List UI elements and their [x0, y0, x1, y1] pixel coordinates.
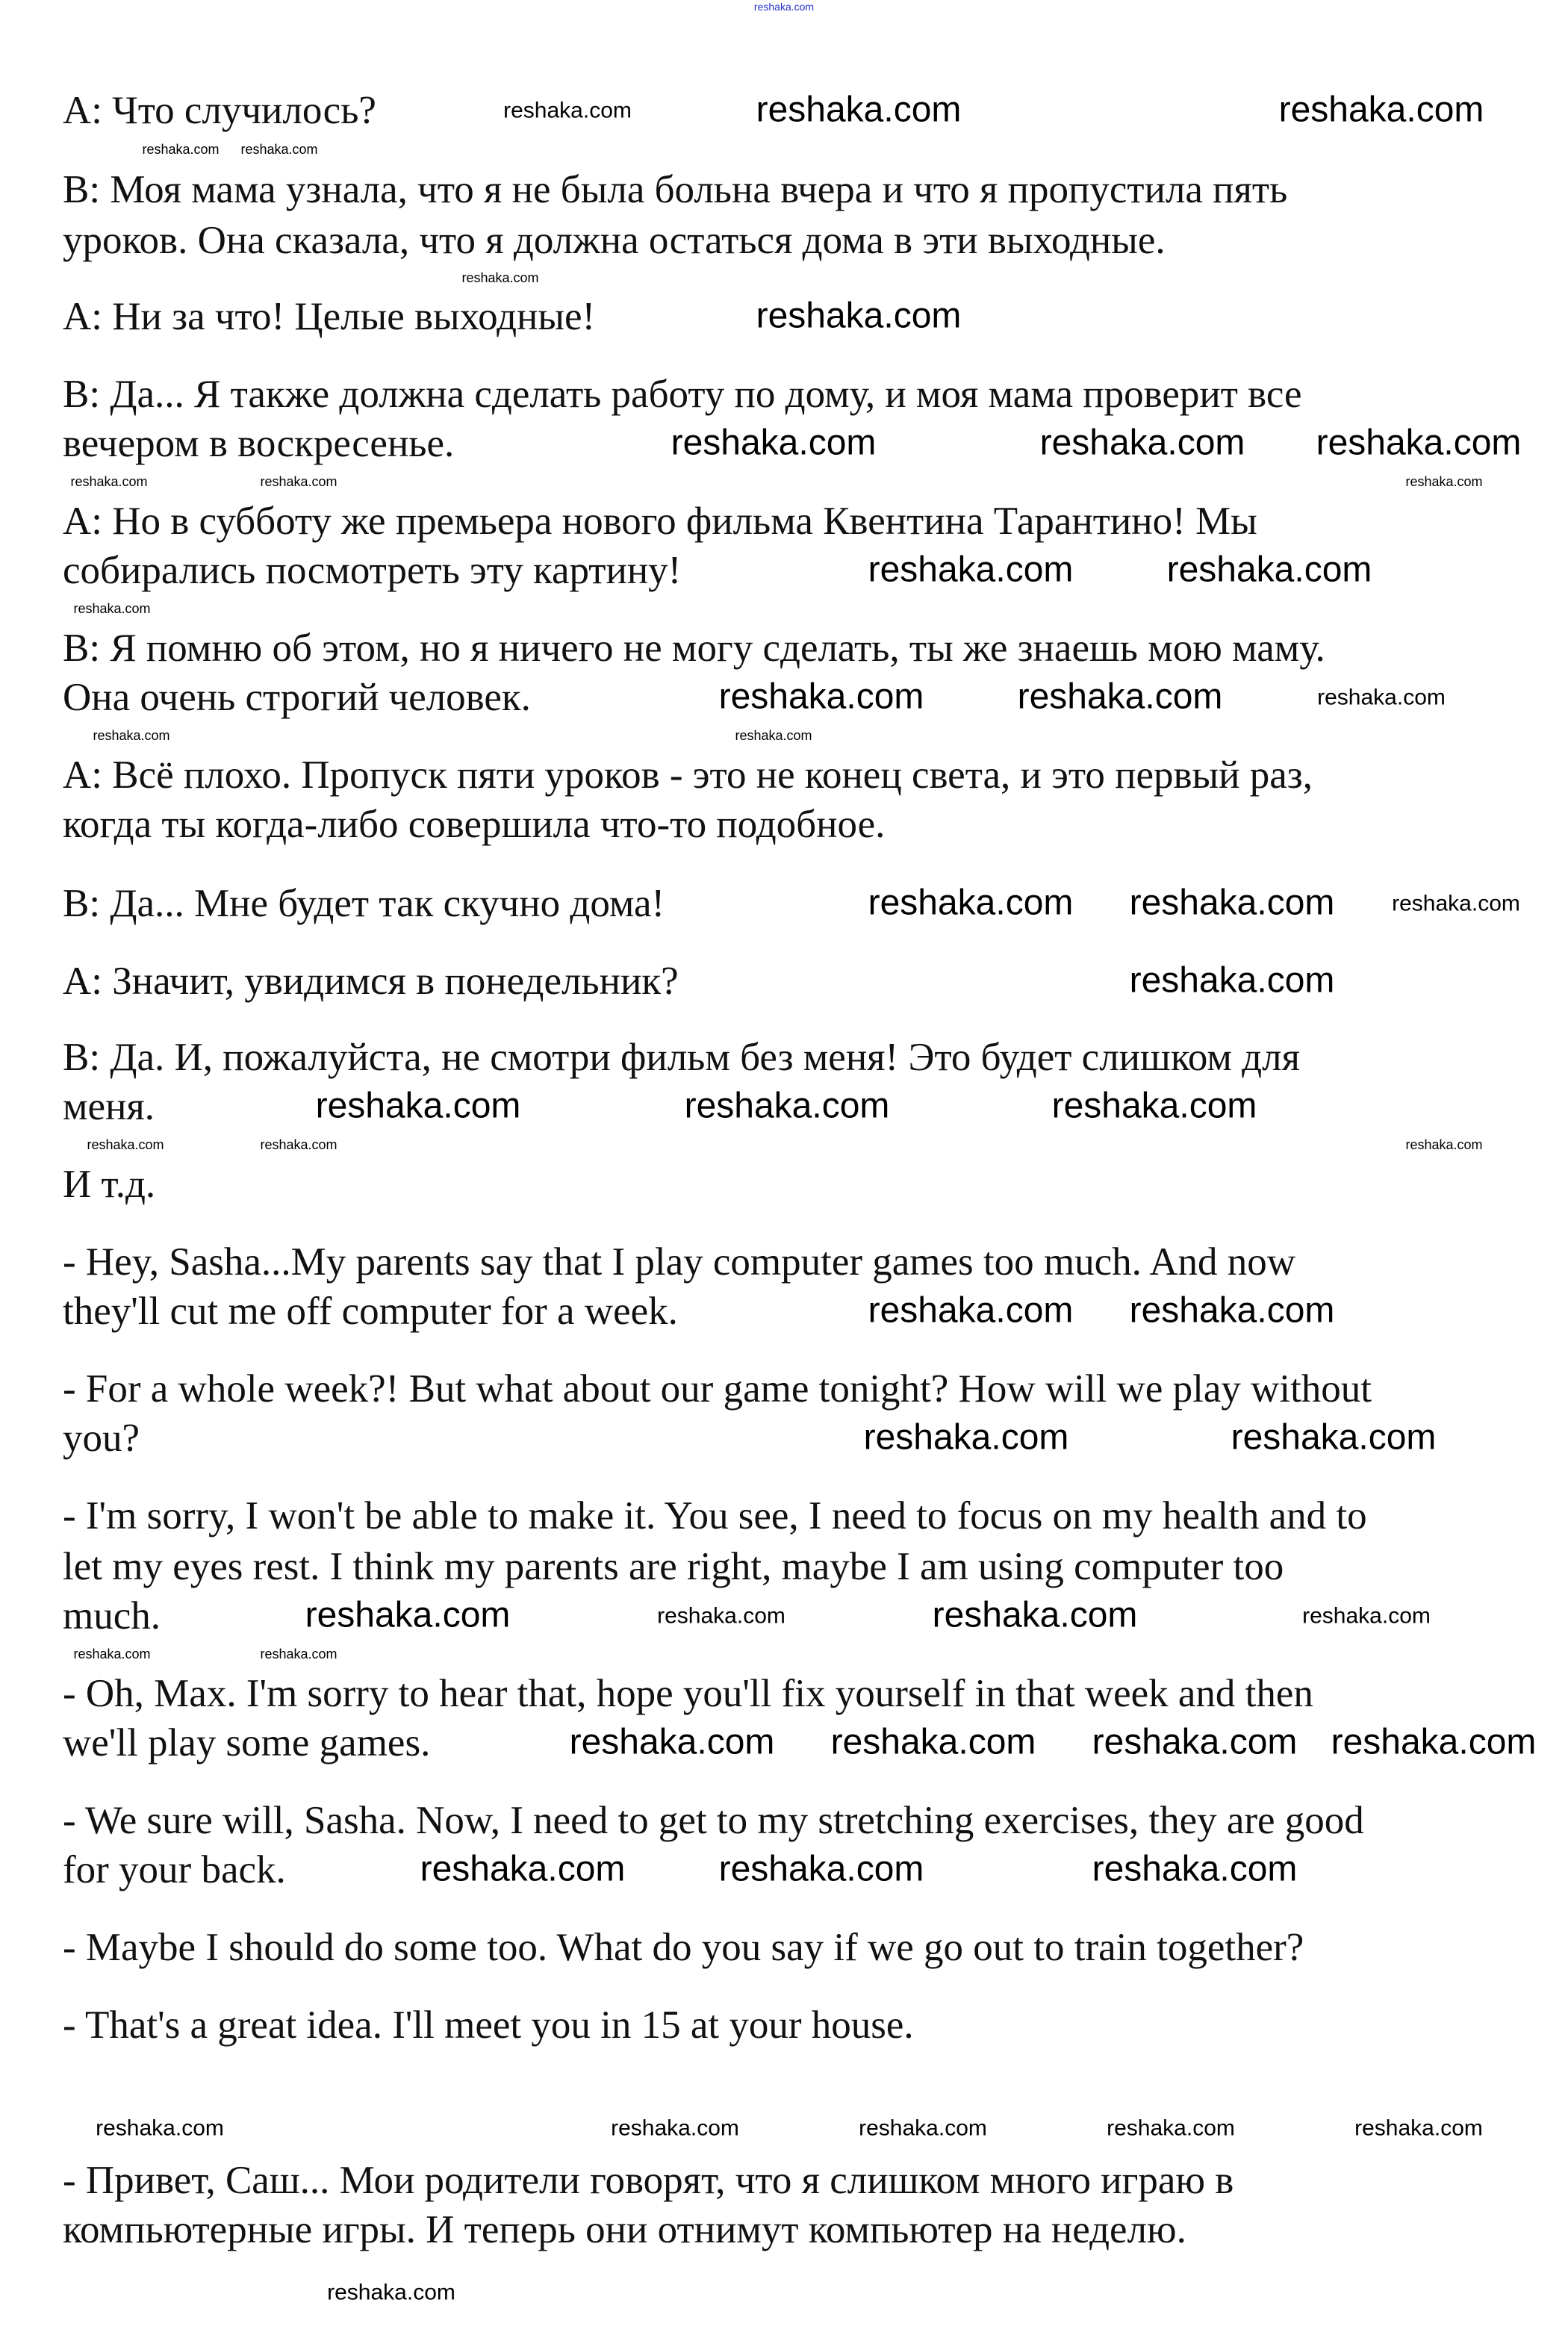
watermark: reshaka.com	[420, 1849, 626, 1889]
watermark: reshaka.com	[1092, 1722, 1298, 1762]
watermark: reshaka.com	[932, 1595, 1138, 1635]
dialogue-line: А: Значит, увидимся в понедельник?	[63, 960, 679, 1003]
watermark: reshaka.com	[260, 1137, 337, 1153]
watermark: reshaka.com	[260, 474, 337, 490]
dialogue-line: В: Моя мама узнала, что я не была больна вчера и что я пропустила пять	[63, 168, 1288, 211]
dialogue-line: уроков. Она сказала, что я должна остаться дома в эти выходные.	[63, 219, 1166, 262]
watermark: reshaka.com	[868, 550, 1074, 590]
dialogue-line: you?	[63, 1417, 140, 1460]
watermark: reshaka.com	[863, 1417, 1069, 1458]
dialogue-line: - That's a great idea. I'll meet you in 15 at your house.	[63, 2003, 914, 2047]
watermark: reshaka.com	[1129, 1290, 1335, 1331]
watermark: reshaka.com	[718, 677, 924, 717]
dialogue-line: собирались посмотреть эту картину!	[63, 549, 682, 592]
watermark: reshaka.com	[1302, 1603, 1431, 1629]
watermark: reshaka.com	[70, 474, 148, 490]
dialogue-line: - Hey, Sasha...My parents say that I play computer games too much. And now	[63, 1240, 1295, 1284]
watermark: reshaka.com	[1129, 883, 1335, 923]
dialogue-line: В: Я помню об этом, но я ничего не могу сделать, ты же знаешь мою маму.	[63, 627, 1325, 670]
watermark: reshaka.com	[1129, 960, 1335, 1001]
dialogue-line: компьютерные игры. И теперь они отнимут компьютер на неделю.	[63, 2208, 1186, 2251]
dialogue-line: - We sure will, Sasha. Now, I need to get to my stretching exercises, they are good	[63, 1799, 1364, 1842]
watermark: reshaka.com	[868, 883, 1074, 923]
watermark: reshaka.com	[1392, 891, 1520, 916]
dialogue-line: Она очень строгий человек.	[63, 676, 531, 719]
header-watermark: reshaka.com	[753, 1, 815, 13]
dialogue-line: - Привет, Саш... Мои родители говорят, что я слишком много играю в	[63, 2159, 1234, 2202]
dialogue-line: А: Но в субботу же премьера нового фильма Квентина Тарантино! Мы	[63, 500, 1257, 543]
dialogue-line: let my eyes rest. I think my parents are right, maybe I am using computer too	[63, 1545, 1284, 1588]
dialogue-line: В: Да. И, пожалуйста, не смотри фильм без меня! Это будет слишком для	[63, 1036, 1300, 1079]
watermark: reshaka.com	[1166, 550, 1372, 590]
watermark: reshaka.com	[1051, 1086, 1257, 1126]
watermark: reshaka.com	[1107, 2115, 1235, 2141]
watermark: reshaka.com	[461, 270, 539, 286]
watermark: reshaka.com	[756, 90, 962, 130]
dialogue-line: А: Что случилось?	[63, 89, 376, 132]
watermark: reshaka.com	[240, 142, 318, 158]
dialogue-line: they'll cut me off computer for a week.	[63, 1290, 678, 1333]
watermark: reshaka.com	[1092, 1849, 1298, 1889]
watermark: reshaka.com	[569, 1722, 775, 1762]
watermark: reshaka.com	[684, 1086, 890, 1126]
dialogue-line: А: Всё плохо. Пропуск пяти уроков - это не конец света, и это первый раз,	[63, 753, 1313, 797]
watermark: reshaka.com	[1278, 90, 1484, 130]
watermark: reshaka.com	[1039, 423, 1245, 463]
watermark: reshaka.com	[756, 296, 962, 336]
dialogue-line: А: Ни за что! Целые выходные!	[63, 295, 596, 338]
dialogue-line: вечером в воскресенье.	[63, 422, 455, 465]
watermark: reshaka.com	[503, 98, 632, 123]
watermark: reshaka.com	[1017, 677, 1223, 717]
watermark: reshaka.com	[142, 142, 220, 158]
watermark: reshaka.com	[73, 1647, 151, 1662]
watermark: reshaka.com	[657, 1603, 785, 1629]
dialogue-line: когда ты когда-либо совершила что-то подобное.	[63, 803, 886, 846]
watermark: reshaka.com	[87, 1137, 164, 1153]
watermark: reshaka.com	[1316, 423, 1522, 463]
watermark: reshaka.com	[735, 728, 812, 744]
watermark: reshaka.com	[1317, 685, 1446, 710]
watermark: reshaka.com	[1231, 1417, 1437, 1458]
watermark: reshaka.com	[671, 423, 877, 463]
watermark: reshaka.com	[315, 1086, 521, 1126]
dialogue-line: - I'm sorry, I won't be able to make it. You see, I need to focus on my health and to	[63, 1494, 1367, 1538]
watermark: reshaka.com	[73, 601, 151, 617]
watermark: reshaka.com	[93, 728, 170, 744]
dialogue-line: В: Да... Я также должна сделать работу по дому, и моя мама проверит все	[63, 373, 1302, 416]
watermark: reshaka.com	[611, 2115, 739, 2141]
dialogue-line: we'll play some games.	[63, 1721, 431, 1765]
watermark: reshaka.com	[830, 1722, 1036, 1762]
watermark: reshaka.com	[1405, 474, 1483, 490]
dialogue-line: for your back.	[63, 1848, 286, 1891]
watermark: reshaka.com	[1331, 1722, 1537, 1762]
watermark: reshaka.com	[718, 1849, 924, 1889]
watermark: reshaka.com	[327, 2280, 455, 2305]
dialogue-line: much.	[63, 1594, 161, 1638]
watermark: reshaka.com	[868, 1290, 1074, 1331]
watermark: reshaka.com	[260, 1647, 337, 1662]
dialogue-line: И т.д.	[63, 1163, 156, 1206]
dialogue-line: - Oh, Max. I'm sorry to hear that, hope you'll fix yourself in that week and then	[63, 1672, 1313, 1715]
watermark: reshaka.com	[1405, 1137, 1483, 1153]
watermark: reshaka.com	[96, 2115, 224, 2141]
dialogue-line: меня.	[63, 1085, 155, 1128]
dialogue-line: - For a whole week?! But what about our game tonight? How will we play without	[63, 1367, 1372, 1411]
dialogue-line: - Maybe I should do some too. What do you say if we go out to train together?	[63, 1926, 1304, 1969]
watermark: reshaka.com	[305, 1595, 511, 1635]
dialogue-line: В: Да... Мне будет так скучно дома!	[63, 882, 665, 925]
watermark: reshaka.com	[859, 2115, 987, 2141]
watermark: reshaka.com	[1354, 2115, 1483, 2141]
